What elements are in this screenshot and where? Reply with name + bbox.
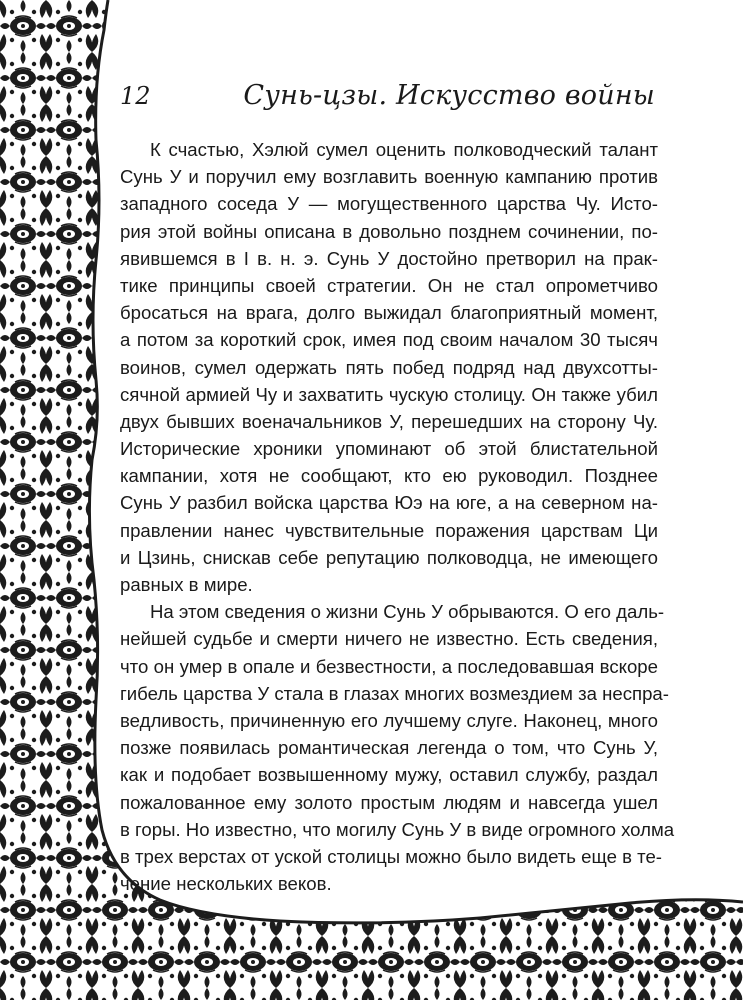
text-line: На этом сведения о жизни Сунь У обрываются. О его даль- [150,601,665,623]
text-line: Сунь У разбил войска царства Юэ на юге, а на северном на- [120,492,658,514]
text-line: сячной армией Чу и захватить чускую столицу. Он также убил [120,383,658,405]
running-title: Сунь-цзы. Искусство войны [243,80,655,111]
text-line: воинов, сумел одержать пять побед подряд над двухсотты- [120,356,658,378]
text-line: нейшей судьбе и смерти ничего не известно. Есть сведения, [120,628,658,650]
text-line: в горы. Но известно, что могилу Сунь У в виде огромного холма [120,818,675,840]
text-line: равных в мире. [120,574,253,595]
text-line: чение нескольких веков. [120,873,332,895]
text-line: рия этой войны описана в довольно позднем сочинении, по- [120,220,658,242]
text-line: в трех верстах от уской столицы можно было видеть еще в те- [120,845,662,867]
text-line: бросаться на врага, долго выжидал благоприятный момент, [120,302,658,324]
text-line: двух бывших военачальников У, перешедших на сторону Чу. [120,410,658,432]
text-line: К счастью, Хэлюй сумел оценить полководческий талант [150,139,658,160]
text-line: Исторические хроники упоминают об этой блистательной [120,438,658,460]
text-line: правлении нанес чувствительные поражения царствам Ци [120,519,658,541]
paragraph-1 [120,136,658,598]
text-line: ведливость, причиненную его лучшему слуге. Наконец, много [120,709,658,731]
text-line: а потом за короткий срок, имея под своим началом 30 тысяч [120,329,658,351]
text-line: позже появилась романтическая легенда о том, что Сунь У, [120,737,658,759]
text-line: тике принципы своей стратегии. Он не стал опрометчиво [120,274,658,296]
text-line: Сунь У и поручил ему возглавить военную кампанию против [120,166,658,188]
text-line: пожалованное ему золото простым людям и навсегда ушел [120,791,658,813]
paragraph-2 [120,598,675,897]
body-text [120,136,675,897]
text-line: гибель царства У стала в глазах многих возмездием за неспра- [120,682,669,704]
text-line: как и подобает возвышенному мужу, оставил службу, раздал [120,764,658,786]
page-number: 12 [120,82,151,110]
text-line: что он умер в опале и безвестности, а последовавшая вскоре [120,655,658,677]
text-line: западного соседа У — могущественного царства Чу. Исто- [120,193,658,215]
text-line: явившемся в I в. н. э. Сунь У достойно претворил на прак- [120,247,658,269]
text-line: кампании, хотя не сообщают, кто ею руководил. Позднее [120,465,658,487]
text-line: и Цзинь, снискав себе репутацию полководца, не имеющего [120,546,658,568]
